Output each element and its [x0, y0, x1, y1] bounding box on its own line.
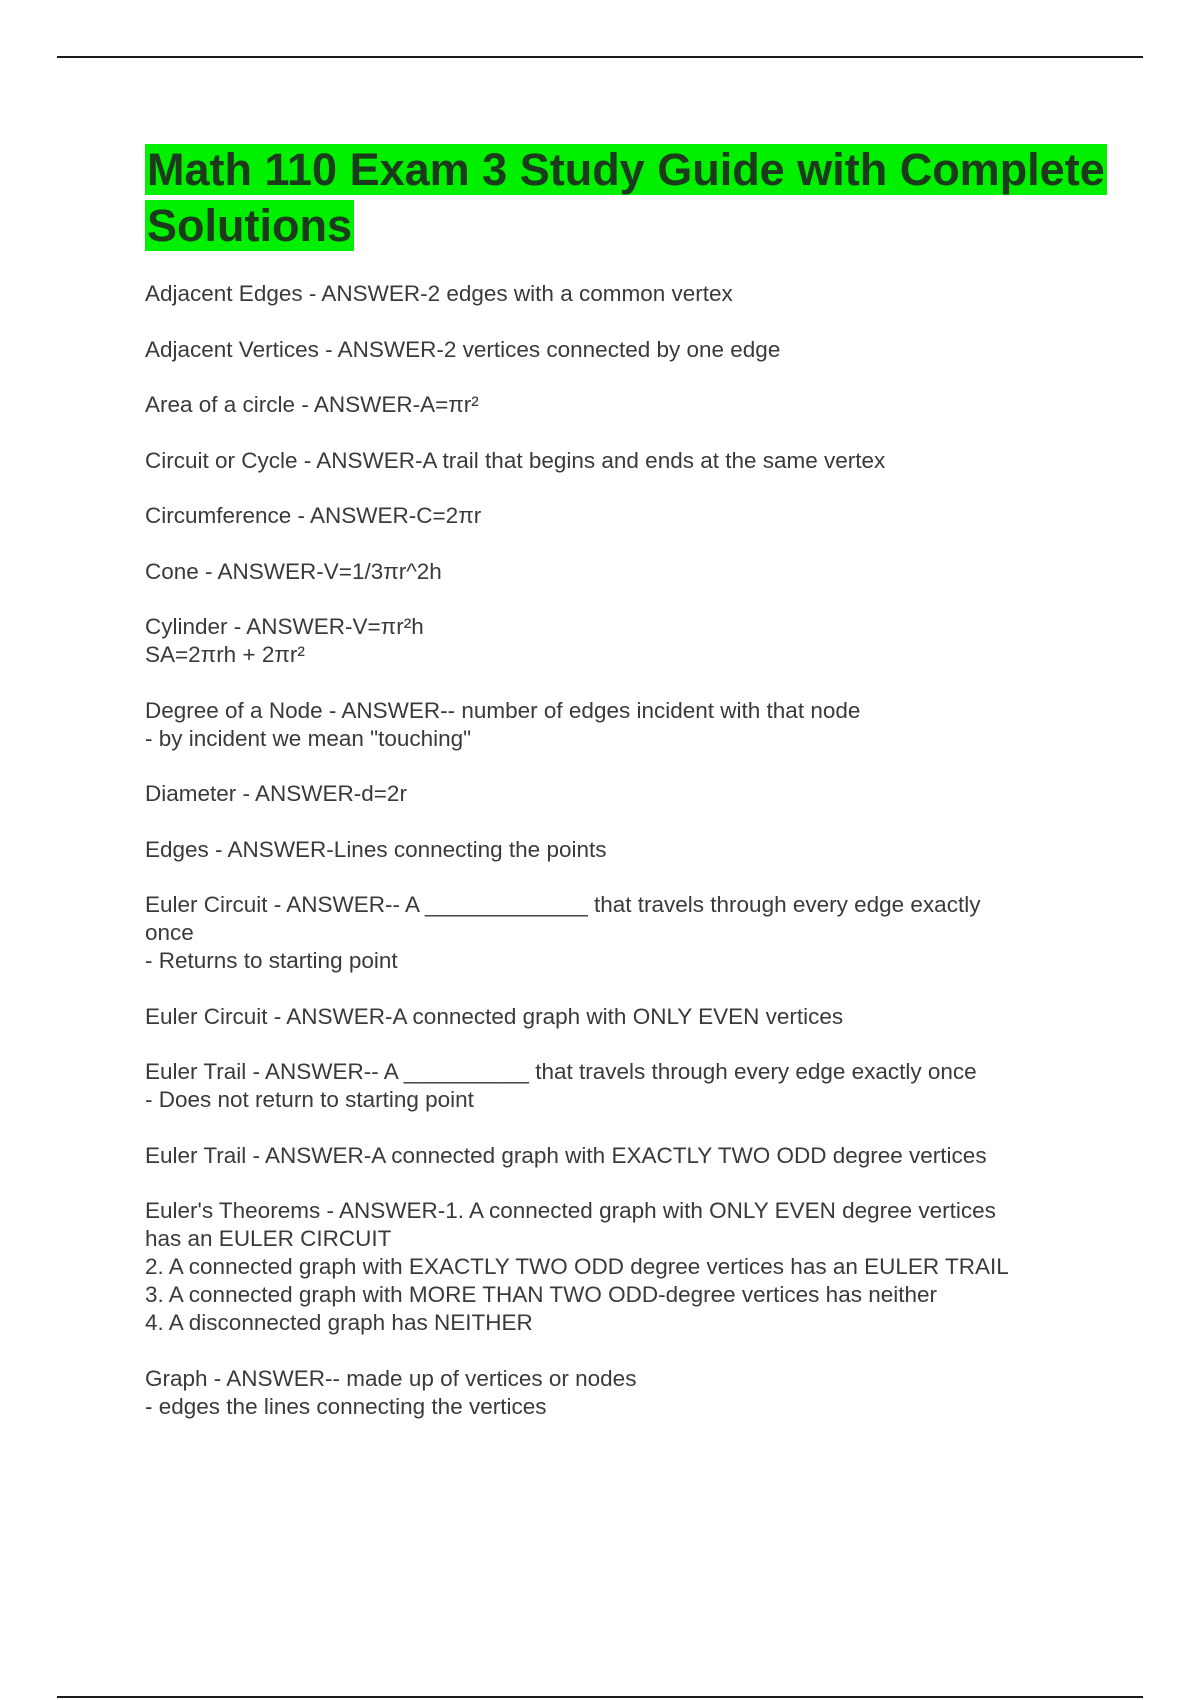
- flashcard-entry: [145, 613, 1105, 669]
- entry-line: Circuit or Cycle - ANSWER-A trail that begins and ends at the same vertex: [145, 447, 886, 473]
- entry-line: 2. A connected graph with EXACTLY TWO ODD degree vertices has an EULER TRAIL: [145, 1254, 1009, 1279]
- entry-line: Euler Trail - ANSWER-- A __________ that travels through every edge exactly once: [145, 1059, 977, 1084]
- bottom-divider: [57, 1696, 1143, 1698]
- flashcard-entry: [145, 280, 1105, 308]
- flashcard-entry: [145, 1365, 1105, 1421]
- entry-line: Euler Trail - ANSWER-A connected graph with EXACTLY TWO ODD degree vertices: [145, 1142, 987, 1168]
- entry-line: Adjacent Edges - ANSWER-2 edges with a common vertex: [145, 281, 733, 306]
- document-title: [145, 142, 1105, 254]
- entry-line: - by incident we mean "touching": [145, 725, 472, 751]
- entry-line: Circumference - ANSWER-C=2πr: [145, 503, 482, 528]
- flashcard-entry: [145, 891, 1105, 975]
- entry-line: Degree of a Node - ANSWER-- number of edges incident with that node: [145, 697, 861, 723]
- flashcard-entry: [145, 1003, 1105, 1031]
- entry-line: 3. A connected graph with MORE THAN TWO ODD-degree vertices has neither: [145, 1282, 938, 1307]
- flashcard-entry: [145, 1142, 1105, 1170]
- document-title-text: Math 110 Exam 3 Study Guide with Complete Solutions: [147, 144, 1105, 251]
- entry-line: Graph - ANSWER-- made up of vertices or nodes: [145, 1365, 637, 1391]
- entry-line: - Does not return to starting point: [145, 1087, 474, 1112]
- entry-line: Euler Circuit - ANSWER-A connected graph with ONLY EVEN vertices: [145, 1003, 844, 1029]
- entry-line: Cone - ANSWER-V=1/3πr^2h: [145, 558, 442, 584]
- entry-line: Euler Circuit - ANSWER-- A _____________ that travels through every edge exactly: [145, 892, 981, 917]
- flashcard-entry: [145, 836, 1105, 864]
- flashcard-entry: [145, 558, 1105, 586]
- flashcard-entry: [145, 1058, 1105, 1114]
- flashcard-entry: [145, 447, 1105, 475]
- flashcard-list: [145, 280, 1105, 1421]
- flashcard-entry: [145, 1197, 1105, 1337]
- entry-line: - edges the lines connecting the vertices: [145, 1393, 547, 1419]
- flashcard-entry: [145, 780, 1105, 808]
- entry-line: - Returns to starting point: [145, 948, 398, 973]
- flashcard-entry: [145, 502, 1105, 530]
- entry-line: Diameter - ANSWER-d=2r: [145, 781, 407, 806]
- entry-line: Edges - ANSWER-Lines connecting the points: [145, 836, 607, 862]
- top-divider: [57, 56, 1143, 58]
- entry-line: SA=2πrh + 2πr²: [145, 642, 305, 667]
- entry-line: Euler's Theorems - ANSWER-1. A connected graph with ONLY EVEN degree vertices: [145, 1198, 996, 1223]
- entry-line: has an EULER CIRCUIT: [145, 1226, 392, 1251]
- document-body: [145, 142, 1105, 1448]
- flashcard-entry: [145, 391, 1105, 419]
- entry-line: once: [145, 920, 194, 945]
- entry-line: Adjacent Vertices - ANSWER-2 vertices connected by one edge: [145, 336, 781, 362]
- flashcard-entry: [145, 697, 1105, 753]
- entry-line: Area of a circle - ANSWER-A=πr²: [145, 392, 479, 417]
- flashcard-entry: [145, 336, 1105, 364]
- entry-line: 4. A disconnected graph has NEITHER: [145, 1310, 533, 1335]
- entry-line: Cylinder - ANSWER-V=πr²h: [145, 614, 424, 639]
